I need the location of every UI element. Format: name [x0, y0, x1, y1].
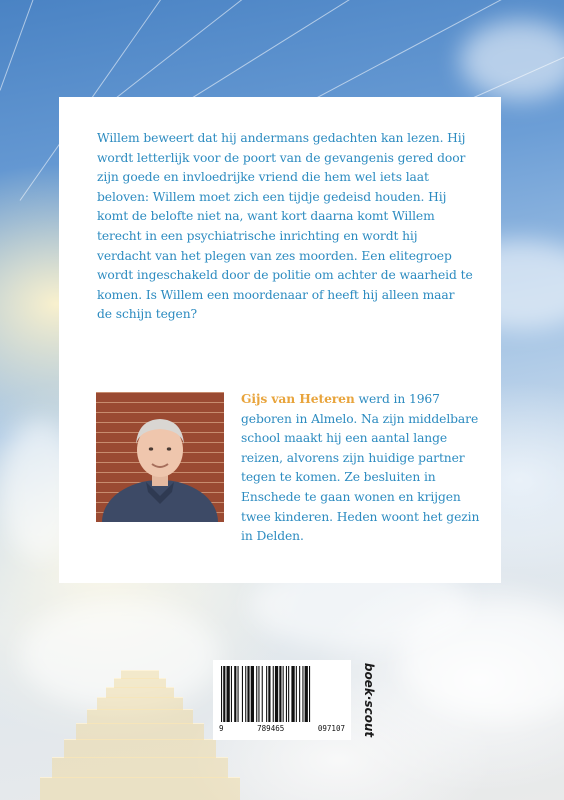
barcode-bar [251, 666, 254, 722]
barcode-bar [268, 666, 270, 722]
barcode-digit-lead: 9 [219, 724, 224, 733]
barcode-bar [256, 666, 257, 722]
barcode-bar [286, 666, 287, 722]
barcode-bar [275, 666, 278, 722]
author-portrait-image [96, 392, 224, 522]
barcode-bar [227, 666, 230, 722]
barcode-bar [291, 666, 294, 722]
barcode-bar [279, 666, 281, 722]
barcode-bar [223, 666, 225, 722]
text-panel [59, 97, 501, 583]
author-bio-text: werd in 1967 geboren in Almelo. Na zijn middelbare school maakt hij een aantal lange reizen, alvorens zijn huidige partner tegen te komen. Ze besluiten in Enschede te gaan wonen en krijgen twee kinderen. Heden woont het gezin in Delden. [241, 392, 480, 544]
cloud [460, 20, 564, 100]
barcode-bar [299, 666, 300, 722]
barcode-bar [309, 666, 310, 722]
author-bio [241, 389, 481, 547]
barcode-bar [283, 666, 284, 722]
barcode-bar [242, 666, 243, 722]
barcode-bar [262, 666, 263, 722]
barcode-bar [247, 666, 249, 722]
publisher-logo-text: boek·scout [362, 662, 376, 738]
barcode-bar [296, 666, 297, 722]
light-ray [100, 0, 510, 111]
barcode-bar [245, 666, 246, 722]
barcode-bar [234, 666, 236, 722]
barcode-bar [266, 666, 267, 722]
barcode-bar [238, 666, 239, 722]
barcode-digits-right: 097107 [317, 724, 345, 733]
barcode-bars [221, 666, 341, 722]
barcode-bar [305, 666, 308, 722]
barcode-digits-left: 789465 [257, 724, 285, 733]
barcode-bar [273, 666, 274, 722]
light-ray [0, 0, 103, 91]
barcode-bar [221, 666, 222, 722]
barcode-bar [258, 666, 259, 722]
barcode-digits [219, 724, 345, 733]
barcode-bar [302, 666, 303, 722]
isbn-barcode [213, 660, 351, 740]
author-photo [96, 392, 224, 522]
stairway-image [40, 580, 240, 800]
barcode-bar [288, 666, 289, 722]
publisher-logo [362, 664, 376, 736]
author-name: Gijs van Heteren [241, 391, 355, 406]
barcode-bar [231, 666, 232, 722]
blurb-text: Willem beweert dat hij andermans gedachten kan lezen. Hij wordt letterlijk voor de poort van de gevangenis gered door zijn goede en invloedrijke vriend die hem wel iets laat beloven: Willem moet zich een tijdje gedeisd houden. Hij komt de belofte niet na, want kort daarna komt Willem terecht in een psychiatrische inrichting en wordt hij verdacht van het plegen van zes moorden. Een elitegroep wordt ingeschakeld door de politie om achter de waarheid te komen. Is Willem een moordenaar of heeft hij alleen maar de schijn tegen? [97, 131, 473, 322]
